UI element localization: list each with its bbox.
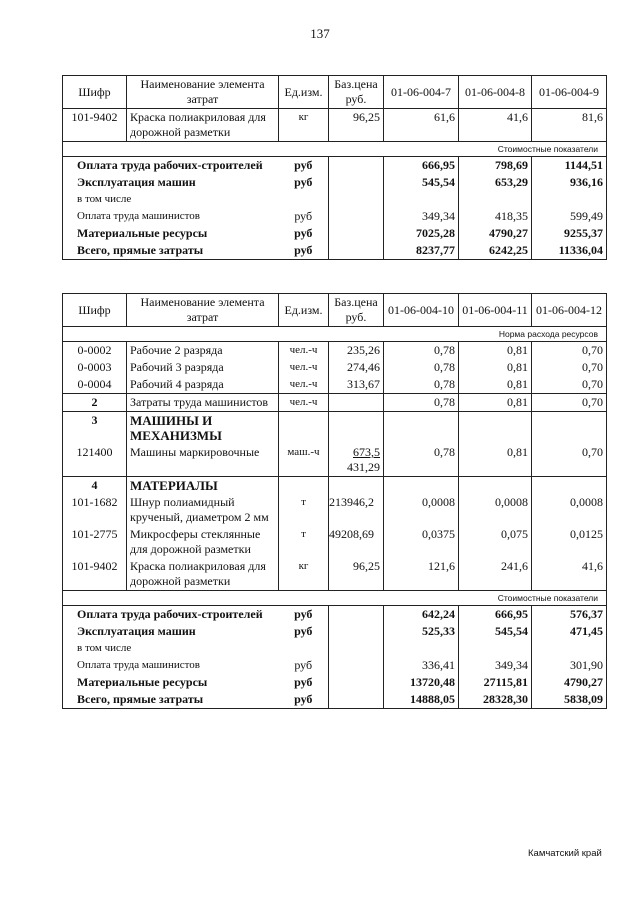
table-row: [63, 444, 607, 477]
cost-price-empty: [329, 242, 384, 260]
cost-unit: руб: [279, 208, 329, 225]
column-header: Баз.цена руб.: [329, 294, 384, 327]
cost-value: 301,90: [532, 657, 607, 674]
table-row: [63, 342, 607, 360]
norm-value: [459, 477, 532, 495]
cost-value: 28328,30: [459, 691, 532, 709]
cost-value: [384, 191, 459, 208]
resource-name: МАШИНЫ И МЕХАНИЗМЫ: [127, 412, 279, 445]
norm-value: 0,70: [532, 342, 607, 360]
norm-value: 0,0125: [532, 526, 607, 558]
cost-value: 336,41: [384, 657, 459, 674]
section-label-row: [63, 591, 607, 606]
norm-value: 0,70: [532, 376, 607, 394]
table-row: [63, 359, 607, 376]
column-header: 01-06-004-9: [532, 76, 607, 109]
cost-unit: руб: [279, 691, 329, 709]
resource-name: Рабочие 2 разряда: [127, 342, 279, 360]
norm-value: 0,78: [384, 342, 459, 360]
cost-name: Эксплуатация машин: [63, 174, 279, 191]
cost-row: [63, 174, 607, 191]
cost-price-empty: [329, 174, 384, 191]
unit: маш.-ч: [279, 444, 329, 477]
base-price: [329, 394, 384, 412]
cost-unit: [279, 640, 329, 657]
cost-value: 4790,27: [532, 674, 607, 691]
resource-name: Краска полиакриловая для дорожной разметки: [127, 558, 279, 591]
table-row: [63, 376, 607, 394]
cost-row: [63, 606, 607, 624]
unit: чел.-ч: [279, 359, 329, 376]
base-price-old: 673,5: [353, 445, 380, 459]
resource-code: 101-9402: [63, 558, 127, 591]
norm-value: 0,0008: [459, 494, 532, 526]
cost-table-1: [62, 75, 607, 260]
resource-name: Машины маркировочные: [127, 444, 279, 477]
cost-row: [63, 640, 607, 657]
resource-name: Шнур полиамидный крученый, диаметром 2 мм: [127, 494, 279, 526]
cost-price-empty: [329, 157, 384, 175]
column-header: Наименование элемента затрат: [127, 294, 279, 327]
cost-price-empty: [329, 191, 384, 208]
cost-value: 5838,09: [532, 691, 607, 709]
section-label-row: [63, 142, 607, 157]
header-row: [63, 294, 607, 327]
cost-value: 27115,81: [459, 674, 532, 691]
column-header: 01-06-004-11: [459, 294, 532, 327]
cost-value: 798,69: [459, 157, 532, 175]
unit: кг: [279, 558, 329, 591]
cost-price-empty: [329, 691, 384, 709]
cost-value: 349,34: [459, 657, 532, 674]
cost-unit: руб: [279, 242, 329, 260]
cost-value: 349,34: [384, 208, 459, 225]
cost-row: [63, 242, 607, 260]
norm-value: [532, 477, 607, 495]
cost-name: Всего, прямые затраты: [63, 242, 279, 260]
column-header: Ед.изм.: [279, 76, 329, 109]
norm-value: 0,075: [459, 526, 532, 558]
resource-code: 0-0003: [63, 359, 127, 376]
norm-value: 41,6: [459, 109, 532, 142]
cost-value: 525,33: [384, 623, 459, 640]
norm-value: 0,81: [459, 444, 532, 477]
base-price: 274,46: [329, 359, 384, 376]
unit: чел.-ч: [279, 342, 329, 360]
cost-value: 545,54: [459, 623, 532, 640]
cost-name: Оплата труда машинистов: [63, 657, 279, 674]
resource-code: 101-2775: [63, 526, 127, 558]
base-price: 213946,2: [329, 494, 384, 526]
norm-value: 61,6: [384, 109, 459, 142]
column-header: Шифр: [63, 76, 127, 109]
cost-name: Оплата труда машинистов: [63, 208, 279, 225]
cost-row: [63, 157, 607, 175]
norm-value: 0,81: [459, 394, 532, 412]
cost-value: [532, 191, 607, 208]
table-row: [63, 412, 607, 445]
norm-value: 0,78: [384, 376, 459, 394]
cost-unit: руб: [279, 657, 329, 674]
table-row: [63, 394, 607, 412]
cost-value: 8237,77: [384, 242, 459, 260]
resource-name: Рабочий 3 разряда: [127, 359, 279, 376]
cost-value: 418,35: [459, 208, 532, 225]
cost-value: [459, 191, 532, 208]
column-header: Баз.цена руб.: [329, 76, 384, 109]
cost-price-empty: [329, 657, 384, 674]
unit: [279, 477, 329, 495]
cost-value: 7025,28: [384, 225, 459, 242]
norm-value: 0,70: [532, 394, 607, 412]
cost-unit: руб: [279, 606, 329, 624]
cost-value: 666,95: [459, 606, 532, 624]
cost-value: 642,24: [384, 606, 459, 624]
table-row: [63, 109, 607, 142]
norm-value: 81,6: [532, 109, 607, 142]
cost-price-empty: [329, 208, 384, 225]
base-price-new: 431,29: [347, 460, 380, 474]
resource-code: 0-0004: [63, 376, 127, 394]
column-header: Ед.изм.: [279, 294, 329, 327]
norm-value: 0,81: [459, 342, 532, 360]
column-header: Шифр: [63, 294, 127, 327]
cost-value: 576,37: [532, 606, 607, 624]
base-price: 313,67: [329, 376, 384, 394]
unit: [279, 412, 329, 445]
footer-region: Камчатский край: [528, 848, 602, 859]
cost-row: [63, 657, 607, 674]
cost-unit: руб: [279, 225, 329, 242]
resource-code: 4: [63, 477, 127, 495]
column-header: 01-06-004-10: [384, 294, 459, 327]
cost-name: Эксплуатация машин: [63, 623, 279, 640]
norm-value: 41,6: [532, 558, 607, 591]
base-price: [329, 477, 384, 495]
cost-table-2: [62, 293, 607, 709]
cost-value: [459, 640, 532, 657]
norm-value: 0,0008: [384, 494, 459, 526]
norm-value: 0,81: [459, 359, 532, 376]
norm-value: 0,81: [459, 376, 532, 394]
cost-name: Оплата труда рабочих-строителей: [63, 606, 279, 624]
cost-row: [63, 191, 607, 208]
cost-name: Всего, прямые затраты: [63, 691, 279, 709]
norm-label: Норма расхода ресурсов: [63, 327, 607, 342]
cost-value: 936,16: [532, 174, 607, 191]
norm-value: 0,0008: [532, 494, 607, 526]
cost-value: 13720,48: [384, 674, 459, 691]
base-price: [329, 444, 384, 477]
table-row: [63, 477, 607, 495]
cost-unit: руб: [279, 623, 329, 640]
norm-value: [384, 477, 459, 495]
resource-code: 101-1682: [63, 494, 127, 526]
cost-row: [63, 623, 607, 640]
base-price: 235,26: [329, 342, 384, 360]
column-header: 01-06-004-12: [532, 294, 607, 327]
cost-value: 666,95: [384, 157, 459, 175]
cost-unit: руб: [279, 157, 329, 175]
resource-code: 101-9402: [63, 109, 127, 142]
column-header: 01-06-004-8: [459, 76, 532, 109]
cost-name: Оплата труда рабочих-строителей: [63, 157, 279, 175]
cost-value: 14888,05: [384, 691, 459, 709]
norm-value: 0,70: [532, 444, 607, 477]
cost-price-empty: [329, 640, 384, 657]
cost-value: 471,45: [532, 623, 607, 640]
resource-name: Рабочий 4 разряда: [127, 376, 279, 394]
resource-code: 3: [63, 412, 127, 445]
page-number: 137: [310, 26, 330, 41]
norm-value: 0,78: [384, 444, 459, 477]
cost-name: Материальные ресурсы: [63, 225, 279, 242]
header-row: [63, 76, 607, 109]
unit: т: [279, 494, 329, 526]
norm-value: 241,6: [459, 558, 532, 591]
cost-value: 1144,51: [532, 157, 607, 175]
cost-value: [384, 640, 459, 657]
norm-value: 0,70: [532, 359, 607, 376]
resource-name: Краска полиакриловая для дорожной разметки: [127, 109, 279, 142]
column-header: Наименование элемента затрат: [127, 76, 279, 109]
section-label-row: [63, 327, 607, 342]
base-price: 49208,69: [329, 526, 384, 558]
norm-value: [384, 412, 459, 445]
resource-code: 0-0002: [63, 342, 127, 360]
base-price: 96,25: [329, 109, 384, 142]
cost-value: 545,54: [384, 174, 459, 191]
column-header: 01-06-004-7: [384, 76, 459, 109]
cost-price-empty: [329, 225, 384, 242]
table-row: [63, 494, 607, 526]
norm-value: [459, 412, 532, 445]
unit: кг: [279, 109, 329, 142]
table-row: [63, 526, 607, 558]
cost-name: в том числе: [63, 640, 279, 657]
resource-name: Микросферы стеклянные для дорожной разметки: [127, 526, 279, 558]
resource-code: 121400: [63, 444, 127, 477]
norm-value: 0,78: [384, 359, 459, 376]
cost-price-empty: [329, 623, 384, 640]
norm-value: 0,0375: [384, 526, 459, 558]
unit: чел.-ч: [279, 376, 329, 394]
cost-name: в том числе: [63, 191, 279, 208]
cost-row: [63, 674, 607, 691]
unit: т: [279, 526, 329, 558]
cost-label: Стоимостные показатели: [63, 142, 607, 157]
cost-value: 599,49: [532, 208, 607, 225]
base-price: [329, 412, 384, 445]
cost-value: [532, 640, 607, 657]
cost-value: 653,29: [459, 174, 532, 191]
cost-value: 4790,27: [459, 225, 532, 242]
cost-unit: [279, 191, 329, 208]
cost-value: 11336,04: [532, 242, 607, 260]
norm-value: 121,6: [384, 558, 459, 591]
table-row: [63, 558, 607, 591]
resource-code: 2: [63, 394, 127, 412]
cost-price-empty: [329, 674, 384, 691]
cost-unit: руб: [279, 174, 329, 191]
resource-name: МАТЕРИАЛЫ: [127, 477, 279, 495]
cost-row: [63, 208, 607, 225]
base-price: 96,25: [329, 558, 384, 591]
resource-name: Затраты труда машинистов: [127, 394, 279, 412]
cost-label: Стоимостные показатели: [63, 591, 607, 606]
cost-value: 6242,25: [459, 242, 532, 260]
cost-unit: руб: [279, 674, 329, 691]
norm-value: [532, 412, 607, 445]
cost-row: [63, 225, 607, 242]
cost-row: [63, 691, 607, 709]
norm-value: 0,78: [384, 394, 459, 412]
cost-name: Материальные ресурсы: [63, 674, 279, 691]
unit: чел.-ч: [279, 394, 329, 412]
cost-price-empty: [329, 606, 384, 624]
cost-value: 9255,37: [532, 225, 607, 242]
